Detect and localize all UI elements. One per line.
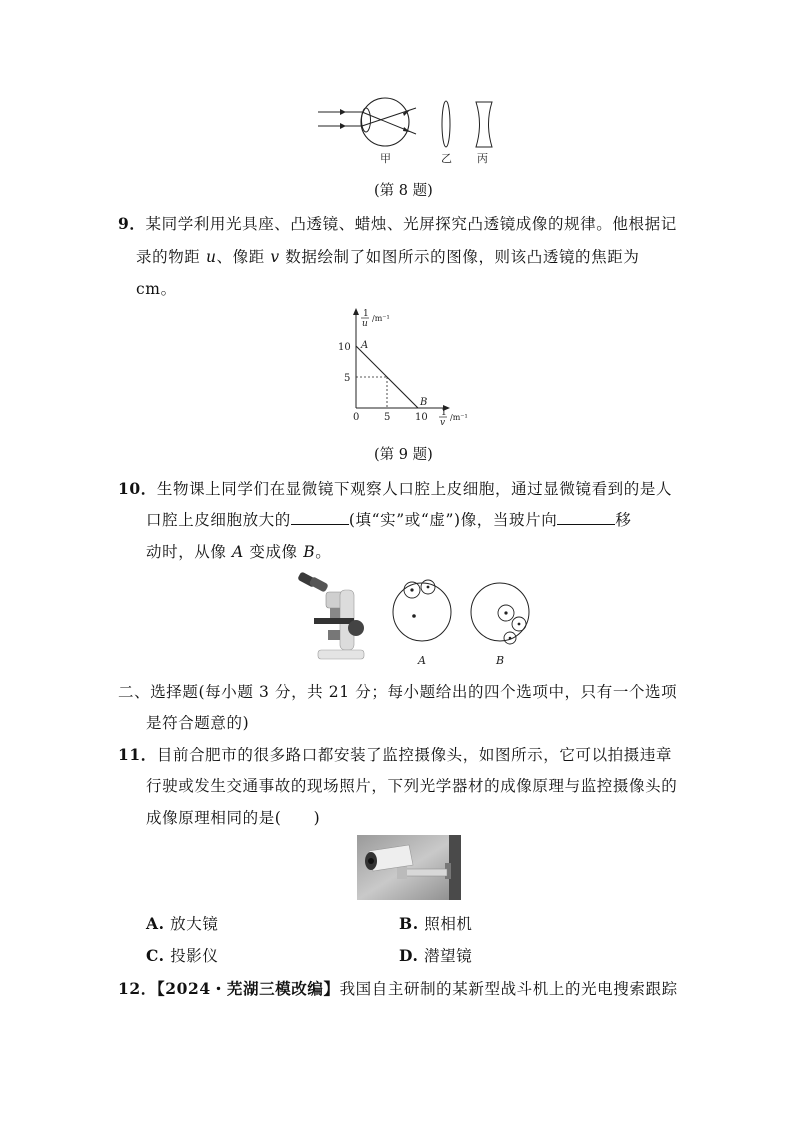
q11-line-2: 行驶或发生交通事故的现场照片，下列光学器材的成像原理与监控摄像头的 [146,777,678,795]
point-label-b: B [420,397,428,408]
figure-9-caption: (第 9 题) [374,447,433,463]
option-b-text: 照相机 [424,915,473,933]
q11-line-1 [118,743,672,765]
q9-line-1 [118,212,677,234]
svg-text:v: v [440,418,446,428]
fig8-label-bing: 丙 [477,152,488,165]
q9-var-v: v [270,248,280,266]
x-tick-label: 5 [384,412,391,423]
option-d-key: D. [399,946,419,965]
q10-text-2b: (填“实”或“虚”)像，当玻片向 [348,511,558,529]
q10-text-3a: 动时，从像 [146,543,233,561]
q10-image-b: B [303,543,316,561]
q10-line-3 [146,540,331,562]
q9-text-2c: 数据绘制了如图所示的图像，则该凸透镜的焦距为 [279,248,640,266]
q10-text-2a: 口腔上皮细胞放大的 [146,511,291,529]
q9-text-3: cm。 [136,280,177,298]
option-b-key: B. [399,914,419,933]
q9-number: 9． [118,214,146,233]
q11-text-1: 目前合肥市的很多路口都安装了监控摄像头，如图所示，它可以拍摄违章 [156,746,673,764]
q9-text-1: 某同学利用光具座、凸透镜、蜡烛、光屏探究凸透镜成像的规律。他根据记 [145,215,677,233]
q12-text-1: 我国自主研制的某新型战斗机上的光电搜索跟踪 [339,980,678,998]
q10-text-1: 生物课上同学们在显微镜下观察人口腔上皮细胞，通过显微镜看到的是人 [156,480,673,498]
view-b-label: B [496,654,505,667]
view-a-label: A [418,654,426,667]
y-tick-label: 5 [344,373,351,384]
figure-10-microscope-views [292,572,542,670]
svg-text:1: 1 [363,309,369,319]
figure-8-eye-lenses [310,92,510,168]
x-tick-label: 0 [353,412,360,423]
q10-text-3c: 。 [315,543,332,561]
q11-number: 11． [118,745,157,764]
q10-blank-2[interactable] [557,510,615,525]
option-d-text: 潜望镜 [424,947,473,965]
svg-text:/m⁻¹: /m⁻¹ [450,413,468,422]
svg-text:1: 1 [441,408,447,418]
svg-text:u: u [362,319,368,329]
eye-lens [362,108,371,132]
q12-line-1 [118,977,678,999]
concave-lens [476,102,492,147]
figure-8-caption: (第 8 题) [374,183,433,199]
q9-line-3 [136,277,177,299]
point-label-a: A [361,340,369,351]
x-axis-label [439,408,468,428]
q9-var-u: u [205,248,217,266]
q10-number: 10． [118,479,157,498]
q11-option-b[interactable] [399,912,473,934]
eyeball [361,98,409,146]
q10-blank-1[interactable] [291,510,349,525]
view-circle-b [471,583,529,667]
cell [412,614,416,618]
q12-source-tag: 【2024・芜湖三模改编】 [156,979,340,998]
q10-image-a: A [232,543,244,561]
q9-line-2 [136,245,639,267]
option-c-text: 投影仪 [170,947,219,965]
q9-text-2b: 、像距 [216,248,271,266]
svg-text:/m⁻¹: /m⁻¹ [372,314,390,323]
surveillance-camera-photo [357,835,461,900]
q11-option-c[interactable] [146,944,219,966]
section-2-heading-1: 二、选择题(每小题 3 分，共 21 分；每小题给出的四个选项中，只有一个选项 [118,683,678,701]
q11-option-a[interactable] [146,912,218,934]
option-a-text: 放大镜 [170,915,219,933]
microscope-icon [297,572,364,659]
q12-number: 12． [118,979,157,998]
q10-text-3b: 变成像 [243,543,304,561]
figure-9-chart [330,306,480,430]
y-axis-label [361,309,390,329]
section-2-heading-2: 是符合题意的) [146,714,250,732]
fig8-label-jia: 甲 [380,152,391,165]
option-a-key: A. [146,914,165,933]
view-circle-a [393,580,451,667]
q10-line-2 [146,508,631,530]
q11-line-3: 成像原理相同的是( ) [146,809,321,827]
convex-lens [442,101,450,147]
fig8-label-yi: 乙 [441,152,452,165]
q11-option-d[interactable] [399,944,472,966]
y-tick-label: 10 [338,342,351,353]
option-c-key: C. [146,946,165,965]
q10-line-1 [118,477,672,499]
q9-text-2a: 录的物距 [136,248,206,266]
x-tick-label: 10 [415,412,428,423]
q10-text-2c: 移 [615,511,632,529]
